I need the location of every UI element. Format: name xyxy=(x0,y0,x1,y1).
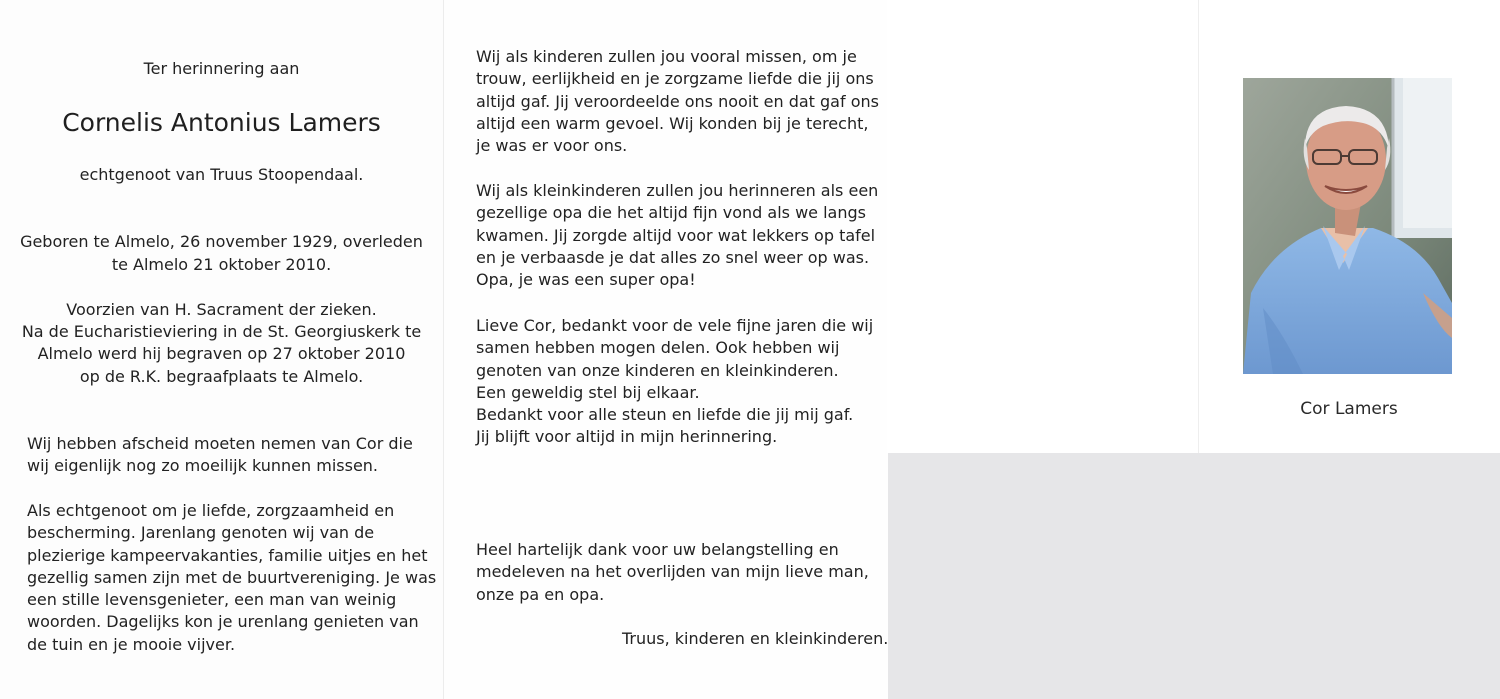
blank-back-panel xyxy=(887,0,1198,453)
spouse-paragraph: Als echtgenoot om je liefde, zorgzaamheid en bescherming. Jarenlang genoten wij van de plezierige kampeervakanties, familie uitjes en het gezellig samen zijn met de buurtvereniging. Je was een stille levensgenieter, een man van weinig woorden. Dagelijks kon je urenlang genieten van de tuin en je mooie vijver. xyxy=(27,501,437,654)
farewell-paragraph: Wij hebben afscheid moeten nemen van Cor die wij eigenlijk nog zo moeilijk kunnen missen. xyxy=(27,434,413,476)
sacrament-line-3: Almelo werd hij begraven op 27 oktober 2010 xyxy=(37,344,406,363)
grandchildren-paragraph: Wij als kleinkinderen zullen jou herinneren als een gezellige opa die het altijd fijn vond als we langs kwamen. Jij zorgde altijd voor wat lekkers op tafel en je verbaasde je dat alles zo snel weer op was. Opa, je was een super opa! xyxy=(476,181,879,290)
thanks-paragraph: Heel hartelijk dank voor uw belangstelling en medeleven na het overlijden van mijn lieve man, onze pa en opa. xyxy=(476,540,869,604)
birth-death-line-1: Geboren te Almelo, 26 november 1929, overleden xyxy=(20,232,423,251)
signature: Truus, kinderen en kleinkinderen. xyxy=(622,629,889,648)
portrait-photo xyxy=(1243,78,1452,374)
birth-death-line-2: te Almelo 21 oktober 2010. xyxy=(111,255,332,274)
sacrament-line-1: Voorzien van H. Sacrament der zieken. xyxy=(66,300,377,319)
spouse-line: echtgenoot van Truus Stoopendaal. xyxy=(79,165,364,184)
photo-caption: Cor Lamers xyxy=(1300,399,1398,419)
wife-paragraph: Lieve Cor, bedankt voor de vele fijne jaren die wij samen hebben mogen delen. Ook hebben wij genoten van onze kinderen en kleinkinderen. Een geweldig stel bij elkaar. Bedankt voor alle steun en liefde die jij mij gaf. Jij blijft voor altijd in mijn herinnering. xyxy=(476,316,874,447)
sacrament-line-4: op de R.K. begraafplaats te Almelo. xyxy=(79,367,364,386)
intro-text: Ter herinnering aan xyxy=(143,59,300,78)
sacrament-line-2: Na de Eucharistieviering in de St. Georgiuskerk te xyxy=(21,322,422,341)
children-paragraph: Wij als kinderen zullen jou vooral missen, om je trouw, eerlijkheid en je zorgzame liefde die jij ons altijd gaf. Jij veroordeelde ons nooit en dat gaf ons altijd een warm gevoel. Wij konden bij je terecht, je was er voor ons. xyxy=(476,47,879,156)
deceased-name: Cornelis Antonius Lamers xyxy=(62,108,381,137)
